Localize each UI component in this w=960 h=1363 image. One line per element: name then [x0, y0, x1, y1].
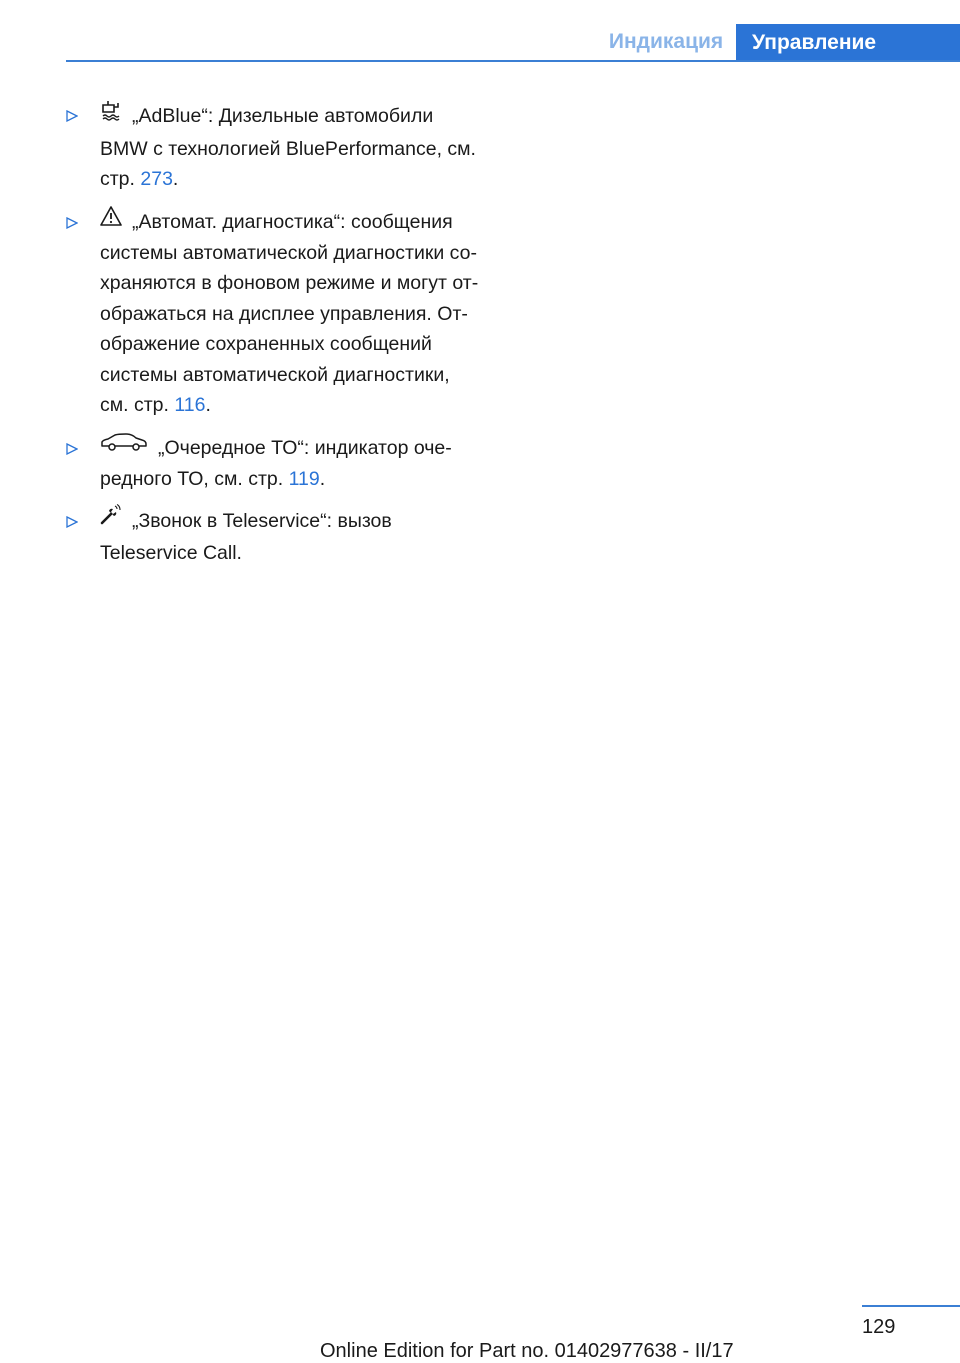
list-item: [66, 506, 486, 568]
adblue-icon: [100, 98, 122, 132]
item-text-line: „Очередное ТО“: индикатор оче-: [158, 436, 452, 459]
footer-divider: [862, 1305, 960, 1307]
bullet-triangle-icon: [66, 100, 80, 130]
bullet-triangle-icon: [66, 506, 80, 536]
item-text-line: стр.: [100, 168, 141, 190]
bullet-triangle-icon: [66, 433, 80, 463]
item-text-line: „Звонок в Teleservice“: вызов: [132, 510, 392, 533]
tab-indication[interactable]: Индикация: [608, 30, 724, 53]
item-text-tail: .: [172, 168, 179, 190]
item-text-line: системы автоматической диагностики,: [100, 363, 450, 386]
item-text-line: см. стр.: [100, 394, 175, 417]
warning-triangle-icon: [100, 205, 122, 236]
bullet-triangle-icon: [66, 207, 80, 237]
teleservice-wrench-icon: [100, 504, 122, 536]
item-text-line: системы автоматической диагностики со-: [100, 241, 477, 264]
content-list: [66, 100, 486, 580]
item-text-line: редного ТО, см. стр.: [100, 467, 289, 490]
item-text-tail: .: [319, 467, 326, 490]
page-link[interactable]: 119: [288, 467, 320, 490]
page-header: [0, 0, 960, 62]
list-item: [66, 100, 486, 195]
tab-controls[interactable]: Управление: [736, 24, 960, 62]
list-item: [66, 433, 486, 495]
item-text-tail: .: [205, 394, 211, 417]
list-item: [66, 207, 486, 421]
car-service-icon: [100, 431, 148, 462]
page-number: 129: [862, 1316, 896, 1338]
item-text-line: BMW с технологией BluePerformance, см.: [100, 137, 476, 160]
page-link[interactable]: 116: [174, 394, 206, 417]
edition-footer: Online Edition for Part no. 01402977638 - II/17: [320, 1340, 734, 1362]
page-link[interactable]: 273: [140, 168, 173, 190]
item-text-line: ображение сохраненных сообщений: [100, 333, 432, 356]
item-text-line: ображаться на дисплее управления. От-: [100, 302, 468, 325]
item-text-line: „AdBlue“: Дизельные автомобили: [132, 104, 434, 127]
header-divider: [66, 60, 960, 62]
item-text-line: храняются в фоновом режиме и могут от-: [100, 272, 479, 295]
item-text-line: „Автомат. диагностика“: сообщения: [132, 210, 453, 233]
item-text-line: Teleservice Call.: [100, 541, 242, 564]
